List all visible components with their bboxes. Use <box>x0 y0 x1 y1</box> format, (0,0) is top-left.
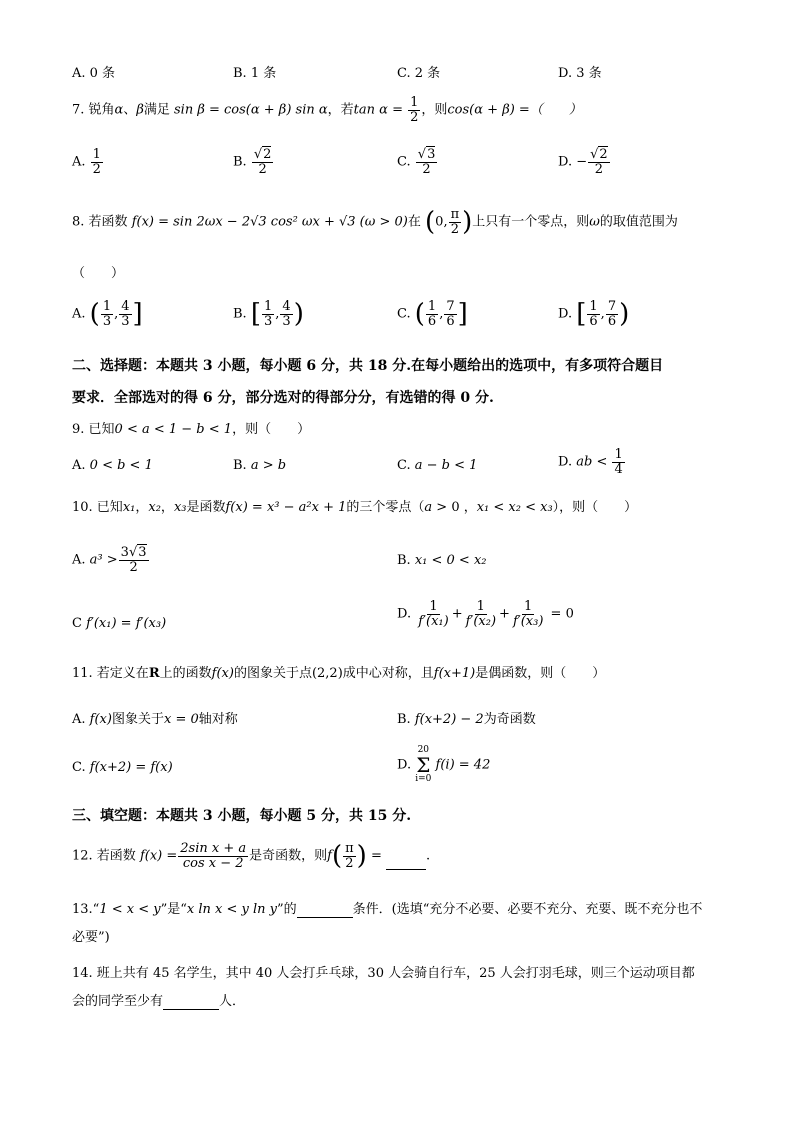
q6-option-d: D. 3 条 <box>558 66 602 81</box>
q8-option-a: A. ( $\frac{1}{3}$ , $\frac{4}{3}$ ] <box>72 299 143 330</box>
fraction-one-half: $\frac{1}{2}$ <box>410 95 419 125</box>
question-12: 12. 若函数 f(x) = $\frac{\text{2sin x + a}}{\text{cos x − 2}}$ 是奇函数，则f( $\frac{\pi}{2}$ ) = . <box>72 841 431 872</box>
q8-option-d: D. [ $\frac{1}{6}$ , $\frac{7}{6}$ ) <box>558 299 630 330</box>
q13-answer-blank[interactable] <box>297 917 353 918</box>
q6-option-b: B. 1 条 <box>233 66 277 81</box>
q7-option-d: D. − $\frac{√2}{2}$ <box>558 147 608 177</box>
question-9: 9. 已知0 < a < 1 − b < 1，则（ ） <box>72 422 311 437</box>
section-2-line-2: 要求．全部选对的得 6 分，部分选对的得部分分，有选错的得 0 分. <box>72 390 494 406</box>
question-7: 7. 锐角α、β满足 sin β = cos(α + β) sin α，若tan α = $\frac{1}{2}$ ，则cos(α + β) =（ ） <box>72 95 582 125</box>
question-8: 8. 若函数 f(x) = sin 2ωx − 2√3 cos² ωx + √3 (ω > 0)在 (0, $\frac{\pi}{2}$ )上只有一个零点，则ω的取值范围为 <box>72 207 678 238</box>
q10-option-c: C f′(x₁) = f′(x₃) <box>72 616 167 631</box>
q8-paren: （ ） <box>72 266 125 281</box>
q10-option-a: A. a³ > $\frac{3√3}{2}$ <box>72 545 147 575</box>
question-13-line-2: 必要”) <box>72 930 110 945</box>
q6-option-a: A. 0 条 <box>72 66 116 81</box>
alpha-symbol: α <box>114 102 124 118</box>
q7-option-c: C. $\frac{√3}{2}$ <box>397 147 436 177</box>
q10-option-b: B. x₁ < 0 < x₂ <box>397 553 487 568</box>
question-11: 11. 若定义在R上的函数f(x)的图象关于点(2,2)成中心对称，且f(x+1)是偶函数，则（ ） <box>72 666 606 681</box>
q11-option-a: A. f(x)图象关于x = 0轴对称 <box>72 712 238 727</box>
q10-option-d: D. $\frac{1}{\text{f′(x₁)}}$ + $\frac{1}{\text{f′(x₂)}}$ + $\frac{1}{\text{f′(x₃)}}$ = 0 <box>397 599 574 629</box>
q6-option-c: C. 2 条 <box>397 66 441 81</box>
beta-symbol: β <box>136 102 144 118</box>
q7-option-a: A. $\frac{1}{2}$ <box>72 147 101 177</box>
q12-answer-blank[interactable] <box>386 869 426 870</box>
section-2-line-1: 二、选择题：本题共 3 小题，每小题 6 分，共 18 分.在每小题给出的选项中，有多项符合题目 <box>72 358 664 374</box>
q14-answer-blank[interactable] <box>163 1009 219 1010</box>
question-14-line-1: 14. 班上共有 45 名学生，其中 40 人会打乒乓球，30 人会骑自行车，25 人会打羽毛球，则三个运动项目都 <box>72 966 695 981</box>
question-13-line-1: 13.“1 < x < y”是“x ln x < y ln y”的 条件．(选填“充分不必要、必要不充分、充要、既不充分也不 <box>72 902 703 917</box>
q8-option-b: B. [ $\frac{1}{3}$ , $\frac{4}{3}$ ) <box>233 299 304 330</box>
q11-option-d: D. 20 Σ i=0 f(i) = 42 <box>397 745 491 784</box>
question-14-line-2: 会的同学至少有 人． <box>72 994 246 1009</box>
q7-option-b: B. $\frac{√2}{2}$ <box>233 147 272 177</box>
q11-option-c: C. f(x+2) = f(x) <box>72 760 173 775</box>
q8-option-c: C. ( $\frac{1}{6}$ , $\frac{7}{6}$ ] <box>397 299 468 330</box>
q9-option-d: D. ab < $\frac{1}{4}$ <box>558 447 623 477</box>
question-10: 10. 已知x₁，x₂，x₃是函数f(x) = x³ − a²x + 1的三个零点（a > 0 ，x₁ < x₂ < x₃），则（ ） <box>72 500 638 515</box>
q9-option-a: A. 0 < b < 1 <box>72 458 153 473</box>
section-3-heading: 三、填空题：本题共 3 小题，每小题 5 分，共 15 分. <box>72 808 412 824</box>
q9-option-c: C. a − b < 1 <box>397 458 478 473</box>
q11-option-b: B. f(x+2) − 2为奇函数 <box>397 712 536 727</box>
q9-option-b: B. a > b <box>233 458 287 473</box>
